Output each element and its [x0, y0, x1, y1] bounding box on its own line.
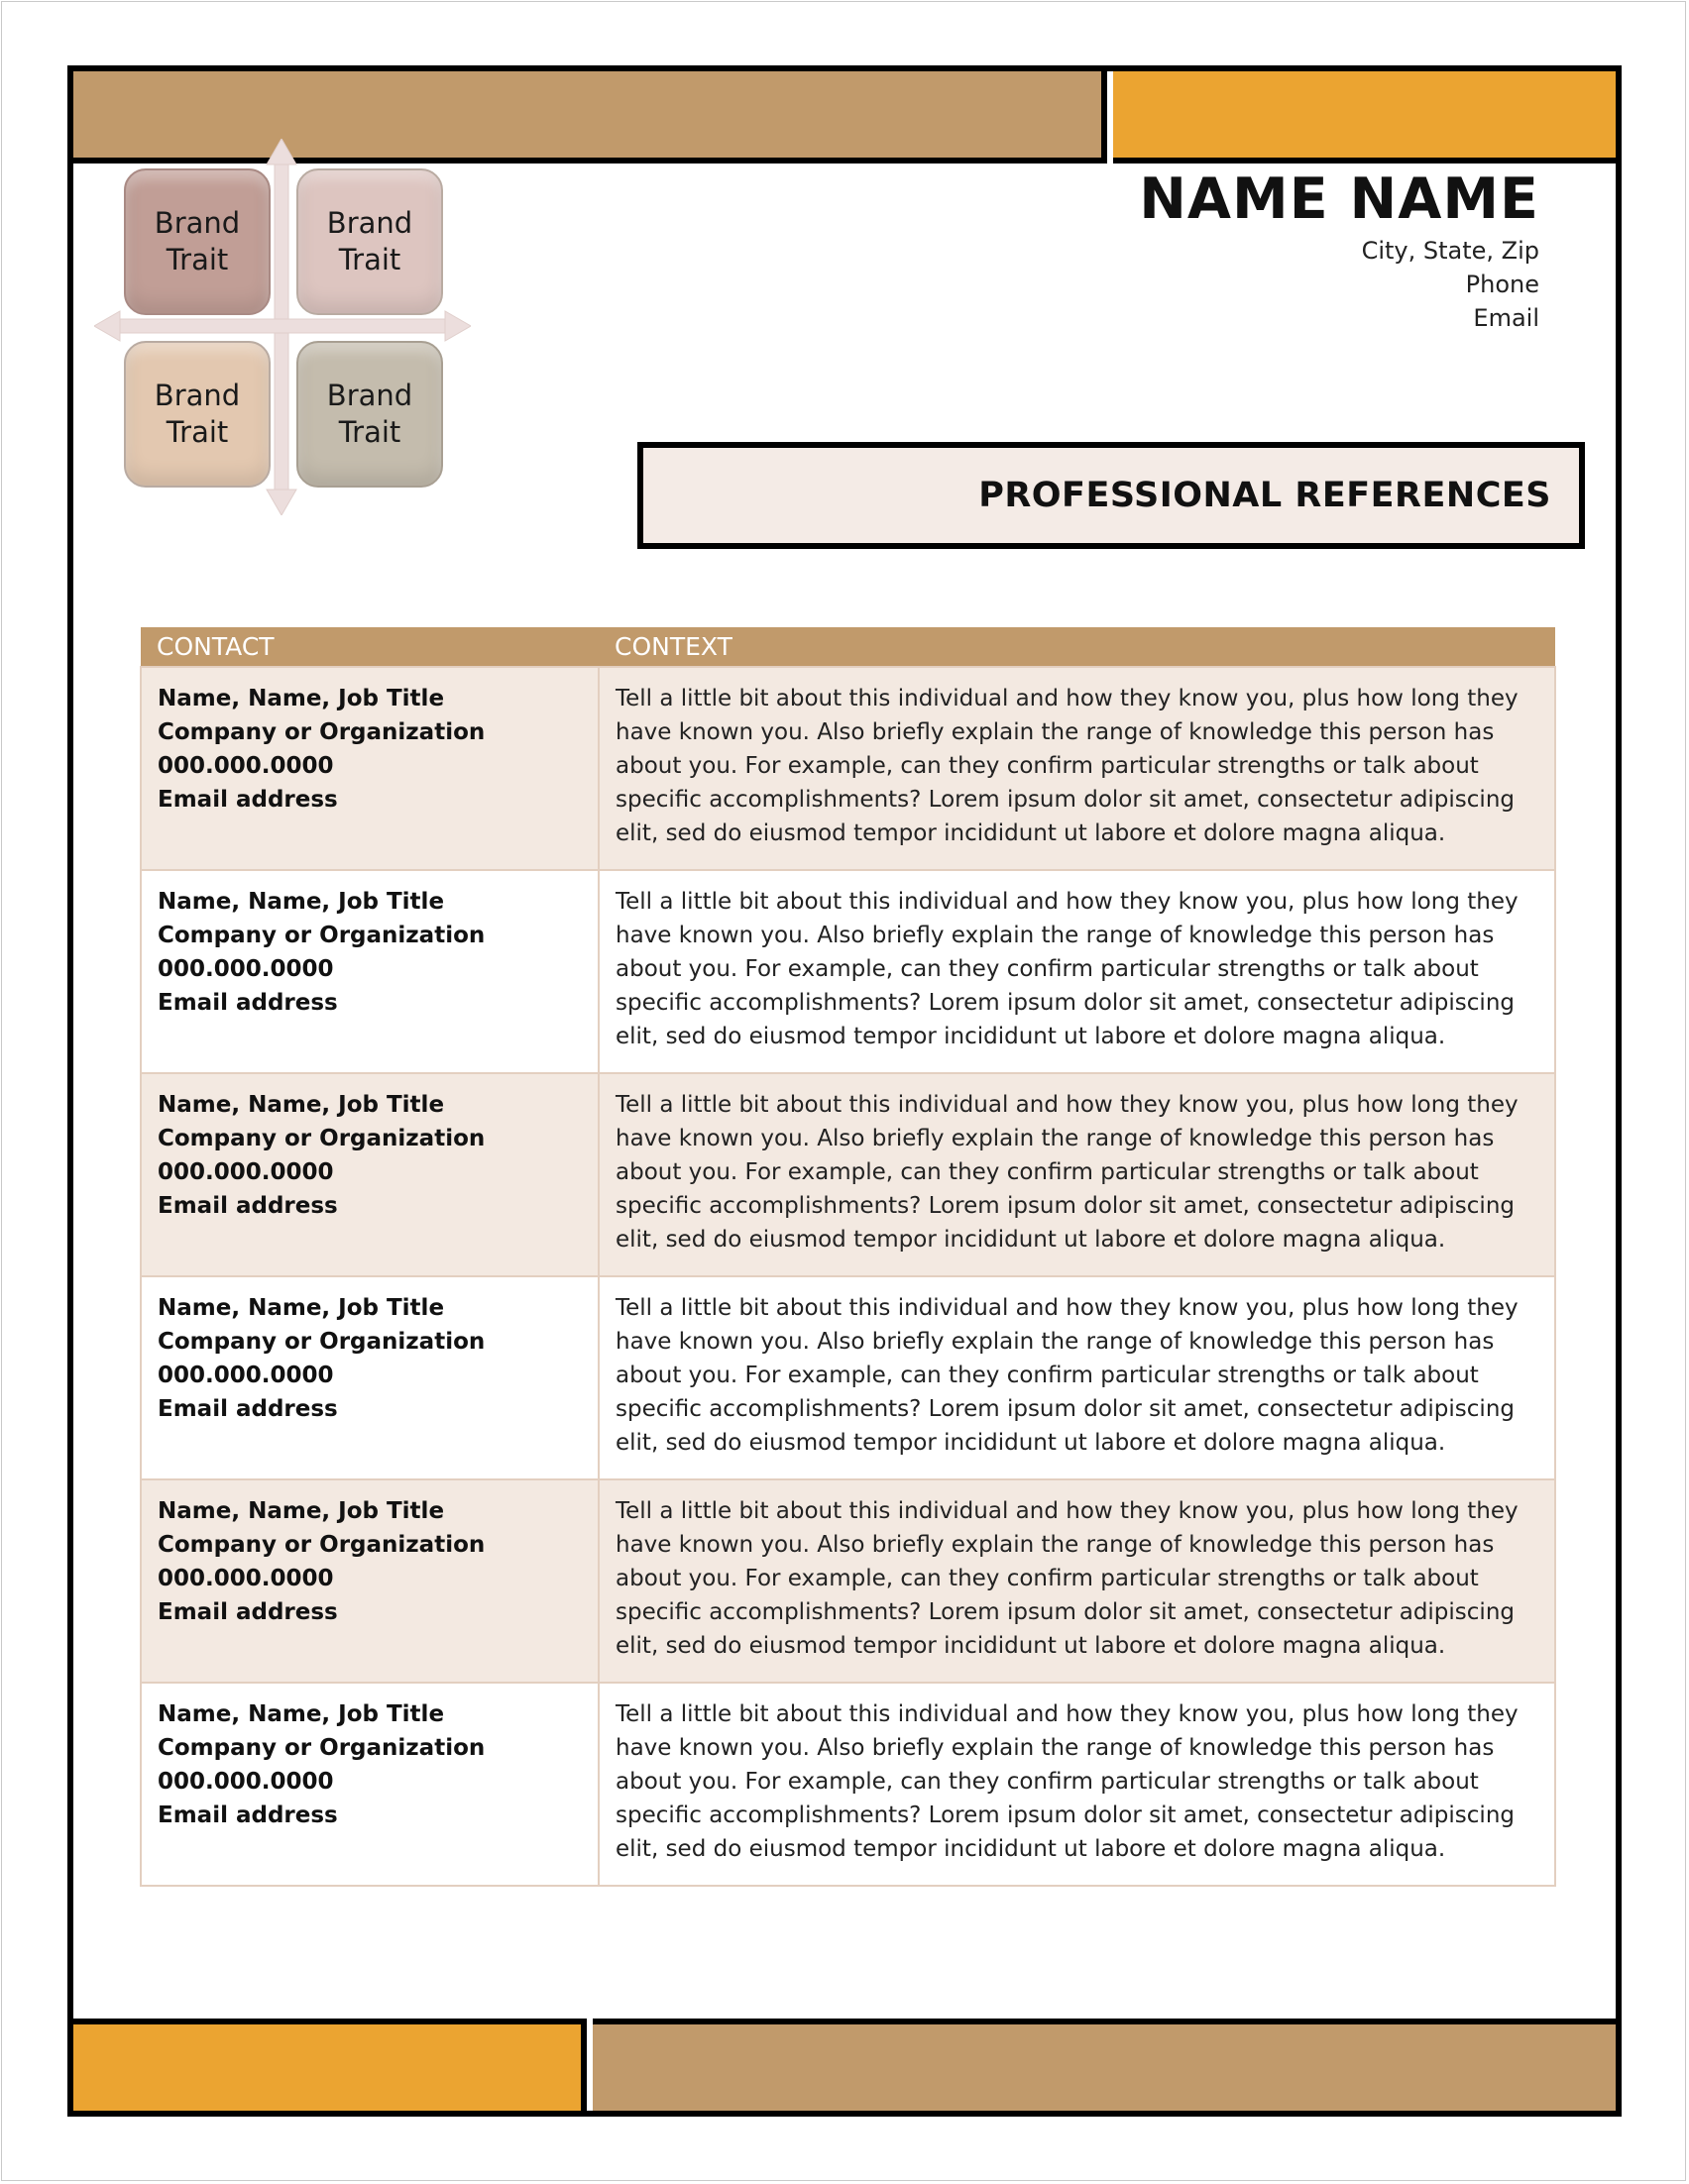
context-cell: Tell a little bit about this individual and how they know you, plus how long they have known you. Also briefly explain the range of knowledge this person has about you. For example, can they confirm particular strengths or talk about specific accomplishments? Lorem ipsum dolor sit amet, consectetur adipiscing elit, sed do eiusmod tempor incididunt ut labore et dolore magna aliqua.: [599, 1276, 1555, 1479]
reference-phone: 000.000.0000: [158, 1566, 334, 1591]
reference-company: Company or Organization: [158, 1735, 486, 1761]
reference-phone: 000.000.0000: [158, 956, 334, 982]
section-title-box: [637, 442, 1585, 549]
column-header-contact: CONTACT: [141, 627, 599, 667]
contact-cell: [141, 1073, 599, 1276]
table-row: [141, 667, 1555, 870]
brand-trait-word: Trait: [166, 243, 229, 276]
contact-cell: [141, 667, 599, 870]
table-row: [141, 1683, 1555, 1886]
context-cell: Tell a little bit about this individual and how they know you, plus how long they have known you. Also briefly explain the range of knowledge this person has about you. For example, can they confirm particular strengths or talk about specific accomplishments? Lorem ipsum dolor sit amet, consectetur adipiscing elit, sed do eiusmod tempor incididunt ut labore et dolore magna aliqua.: [599, 1683, 1555, 1886]
brand-trait-box: [124, 168, 271, 315]
table-row: [141, 870, 1555, 1073]
email-text: Email: [1473, 304, 1539, 332]
top-orange-band: [1113, 71, 1616, 164]
reference-email: Email address: [158, 1802, 338, 1828]
brand-trait-word: Brand: [154, 206, 241, 240]
brand-traits-graphic: [94, 139, 471, 515]
phone-text: Phone: [1465, 271, 1539, 298]
section-title: PROFESSIONAL REFERENCES: [978, 476, 1551, 515]
reference-name: Name, Name, Job Title: [158, 1701, 445, 1727]
table-row: [141, 1479, 1555, 1683]
reference-company: Company or Organization: [158, 923, 486, 948]
reference-company: Company or Organization: [158, 1126, 486, 1151]
references-table: [140, 627, 1556, 1887]
reference-name: Name, Name, Job Title: [158, 1092, 445, 1118]
person-name: NAME NAME: [1139, 166, 1539, 232]
table-header-row: [141, 627, 1555, 667]
reference-company: Company or Organization: [158, 719, 486, 745]
reference-phone: 000.000.0000: [158, 1769, 334, 1795]
reference-company: Company or Organization: [158, 1532, 486, 1558]
bottom-orange-band: [73, 2019, 587, 2111]
reference-name: Name, Name, Job Title: [158, 889, 445, 915]
reference-email: Email address: [158, 1599, 338, 1625]
context-cell: Tell a little bit about this individual and how they know you, plus how long they have known you. Also briefly explain the range of knowledge this person has about you. For example, can they confirm particular strengths or talk about specific accomplishments? Lorem ipsum dolor sit amet, consectetur adipiscing elit, sed do eiusmod tempor incididunt ut labore et dolore magna aliqua.: [599, 1073, 1555, 1276]
contact-cell: [141, 1683, 599, 1886]
contact-header: [1139, 164, 1539, 335]
reference-company: Company or Organization: [158, 1329, 486, 1355]
city-state-zip: City, State, Zip: [1361, 237, 1539, 265]
reference-phone: 000.000.0000: [158, 753, 334, 779]
column-header-context: CONTEXT: [599, 627, 1555, 667]
reference-name: Name, Name, Job Title: [158, 1498, 445, 1524]
contact-cell: [141, 1479, 599, 1683]
contact-cell: [141, 1276, 599, 1479]
context-cell: Tell a little bit about this individual and how they know you, plus how long they have known you. Also briefly explain the range of knowledge this person has about you. For example, can they confirm particular strengths or talk about specific accomplishments? Lorem ipsum dolor sit amet, consectetur adipiscing elit, sed do eiusmod tempor incididunt ut labore et dolore magna aliqua.: [599, 667, 1555, 870]
reference-name: Name, Name, Job Title: [158, 686, 445, 711]
brand-trait-word: Brand: [326, 206, 413, 240]
reference-phone: 000.000.0000: [158, 1159, 334, 1185]
reference-email: Email address: [158, 990, 338, 1016]
brand-trait-box: [296, 168, 443, 315]
brand-trait-word: Trait: [338, 243, 401, 276]
reference-email: Email address: [158, 1396, 338, 1422]
bottom-tan-band: [593, 2019, 1616, 2111]
table-row: [141, 1073, 1555, 1276]
contact-cell: [141, 870, 599, 1073]
brand-trait-word: Trait: [338, 415, 401, 449]
brand-trait-word: Brand: [154, 379, 241, 412]
context-cell: Tell a little bit about this individual and how they know you, plus how long they have known you. Also briefly explain the range of knowledge this person has about you. For example, can they confirm particular strengths or talk about specific accomplishments? Lorem ipsum dolor sit amet, consectetur adipiscing elit, sed do eiusmod tempor incididunt ut labore et dolore magna aliqua.: [599, 870, 1555, 1073]
brand-trait-box: [296, 341, 443, 488]
table-row: [141, 1276, 1555, 1479]
brand-trait-word: Trait: [166, 415, 229, 449]
context-cell: Tell a little bit about this individual and how they know you, plus how long they have known you. Also briefly explain the range of knowledge this person has about you. For example, can they confirm particular strengths or talk about specific accomplishments? Lorem ipsum dolor sit amet, consectetur adipiscing elit, sed do eiusmod tempor incididunt ut labore et dolore magna aliqua.: [599, 1479, 1555, 1683]
reference-name: Name, Name, Job Title: [158, 1295, 445, 1321]
brand-trait-box: [124, 341, 271, 488]
brand-trait-word: Brand: [326, 379, 413, 412]
reference-email: Email address: [158, 1193, 338, 1219]
reference-phone: 000.000.0000: [158, 1363, 334, 1388]
reference-email: Email address: [158, 787, 338, 813]
